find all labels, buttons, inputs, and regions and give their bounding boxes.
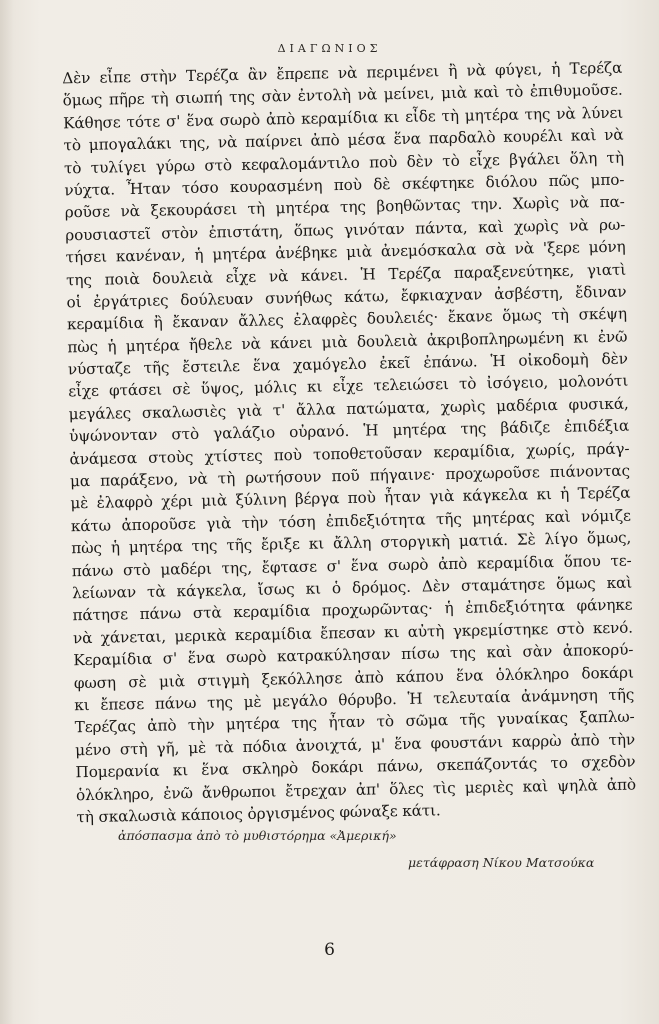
text-line: νύχτα. Ἦταν τόσο κουρασμένη ποὺ δὲ σκέφτηκε διόλου πῶς μπο- <box>64 170 625 200</box>
text-line: μεγάλες σκαλωσιὲς γιὰ τ' ἄλλα πατώματα, χωρὶς μαδέρια φυσικά, <box>68 394 629 424</box>
text-line: οἱ ἐργάτριες δούλευαν συνήθως κάτω, ἔφκιαχναν ἀσβέστη, ἔδιναν <box>66 282 627 312</box>
text-line: τὸ τυλίγει γύρω στὸ κεφαλομάντιλο ποὺ δὲν τὸ εἶχε βγάλει ὅλη τὴ <box>63 148 625 177</box>
text-line: νύσταζε τῆς ἔστειλε ἕνα χαμόγελο ἐκεῖ ἐπάνω. Ἡ οἰκοδομὴ δὲν <box>67 349 628 379</box>
text-line: ρουσιαστεῖ στὸν ἐπιστάτη, ὅπως γινόταν πάντα, καὶ χωρὶς νὰ ρω- <box>65 215 626 245</box>
text-line: κάτω ἀποροῦσε γιὰ τὴν τόση ἐπιδεξιότητα τῆς μητέρας καὶ νόμιζε <box>70 506 631 536</box>
text-line: Κάθησε τότε σ' ἕνα σωρὸ ἀπὸ κεραμίδια κι εἶδε τὴ μητέρα της νὰ λύνει <box>62 103 624 133</box>
text-line: ἀνάμεσα στοὺς χτίστες ποὺ τοποθετοῦσαν κεραμίδια, χωρίς, πράγ- <box>69 439 630 468</box>
text-line: πὼς ἡ μητέρα ἤθελε νὰ κάνει μιὰ δουλειὰ ἀκριβοπληρωμένη κι ἐνῶ <box>67 327 628 357</box>
text-line-last: τὴ σκαλωσιὰ κάποιος ὀργισμένος φώναξε κάτι. <box>76 801 441 827</box>
text-line: Πομερανία κι ἕνα σκληρὸ δοκάρι πάνω, σκεπάζοντάς το σχεδὸν <box>75 752 636 782</box>
text-line: της ποιὰ δουλειὰ εἶχε νὰ κάνει. Ἡ Τερέζα παραξενεύτηκε, γιατὶ <box>65 260 627 289</box>
text-line: πὼς ἡ μητέρα της τῆς ἔριξε κι ἄλλη στοργικὴ ματιά. Σὲ λίγο ὅμως, <box>71 528 632 558</box>
body-text <box>62 57 637 829</box>
text-line: ροῦσε νὰ ξεκουράσει τὴ μητέρα της βοηθῶντας την. Χωρὶς νὰ πα- <box>64 192 625 222</box>
text-line: εἶχε φτάσει σὲ ὕψος, μόλις κι εἶχε τελειώσει τὸ ἰσόγειο, μολονότι <box>68 372 629 401</box>
source-note: ἀπόσπασμα ἀπὸ τὸ μυθιστόρημα «Ἀμερική» <box>118 828 397 843</box>
text-line: ὅμως πῆρε τὴ σιωπή της σὰν ἐντολὴ νὰ μείνει, μιὰ καὶ τὸ ἐπιθυμοῦσε. <box>62 81 623 110</box>
text-line: Κεραμίδια σ' ἕνα σωρὸ κατρακύλησαν πίσω της καὶ σὰν ἀποκορύ- <box>73 640 634 670</box>
text-line: φωση σὲ μιὰ στιγμὴ ξεκόλλησε ἀπὸ κάπου ἕνα ὁλόκληρο δοκάρι <box>73 663 634 692</box>
running-head: ΔΙΑΓΩΝΙΟΣ <box>277 42 382 55</box>
text-line: νὰ χάνεται, μερικὰ κεραμίδια ἔπεσαν κι αὐτὴ γκρεμίστηκε στὸ κενό. <box>72 618 634 648</box>
text-line: λείωναν τὰ κάγκελα, ἴσως κι ὁ δρόμος. Δὲν σταμάτησε ὅμως καὶ <box>71 573 633 603</box>
text-line: πάτησε πάνω στὰ κεραμίδια προχωρῶντας· ἡ ἐπιδεξιότητα φάνηκε <box>72 595 633 625</box>
text-line: μένο στὴ γῆ, μὲ τὰ πόδια ἀνοιχτά, μ' ἕνα φουστάνι καρρὼ ἀπὸ τὴν <box>74 730 636 759</box>
text-line: πάνω στὸ μαδέρι της, ἔφτασε σ' ἕνα σωρὸ ἀπὸ κεραμίδια ὅπου τε- <box>71 551 632 580</box>
translator-credit: μετάφραση Νίκου Ματσούκα <box>408 855 595 870</box>
text-line: τὸ μπογαλάκι της, νὰ παίρνει ἀπὸ μέσα ἕνα παρδαλὸ κουρέλι καὶ νὰ <box>63 125 624 155</box>
text-line: μὲ ἐλαφρὸ χέρι μιὰ ξύλινη βέργα ποὺ ἦταν γιὰ κάγκελα κι ἡ Τερέζα <box>70 483 631 513</box>
page-number: 6 <box>324 940 335 960</box>
text-line: τήσει κανέναν, ἡ μητέρα ἀνέβηκε μιὰ ἀνεμόσκαλα σὰ νὰ 'ξερε μόνη <box>65 237 626 267</box>
text-line: Δὲν εἶπε στὴν Τερέζα ἂν ἔπρεπε νὰ περιμένει ἢ νὰ φύγει, ἡ Τερέζα <box>62 58 623 88</box>
text-line: ὁλόκληρο, ἐνῶ ἄνθρωποι ἔτρεχαν ἀπ' ὅλες τὶς μεριὲς καὶ ψηλὰ ἀπὸ <box>75 774 637 804</box>
text-line: κι ἔπεσε πάνω της μὲ μεγάλο θόρυβο. Ἡ τελευταία ἀνάμνηση τῆς <box>74 685 635 715</box>
text-line: Τερέζας ἀπὸ τὴν μητέρα της ἦταν τὸ σῶμα τῆς γυναίκας ξαπλω- <box>74 707 635 737</box>
text-line: κεραμίδια ἢ ἔκαναν ἄλλες ἐλαφρὲς δουλειές· ἔκανε ὅμως τὴ σκέψη <box>66 304 628 334</box>
text-line: μα παράξενο, νὰ τὴ ρωτήσουν ποῦ πήγαινε· προχωροῦσε πιάνοντας <box>69 461 631 491</box>
text-line: ὑψώνονταν στὸ γαλάζιο οὐρανό. Ἡ μητέρα της βάδιζε ἐπιδέξια <box>68 416 630 446</box>
